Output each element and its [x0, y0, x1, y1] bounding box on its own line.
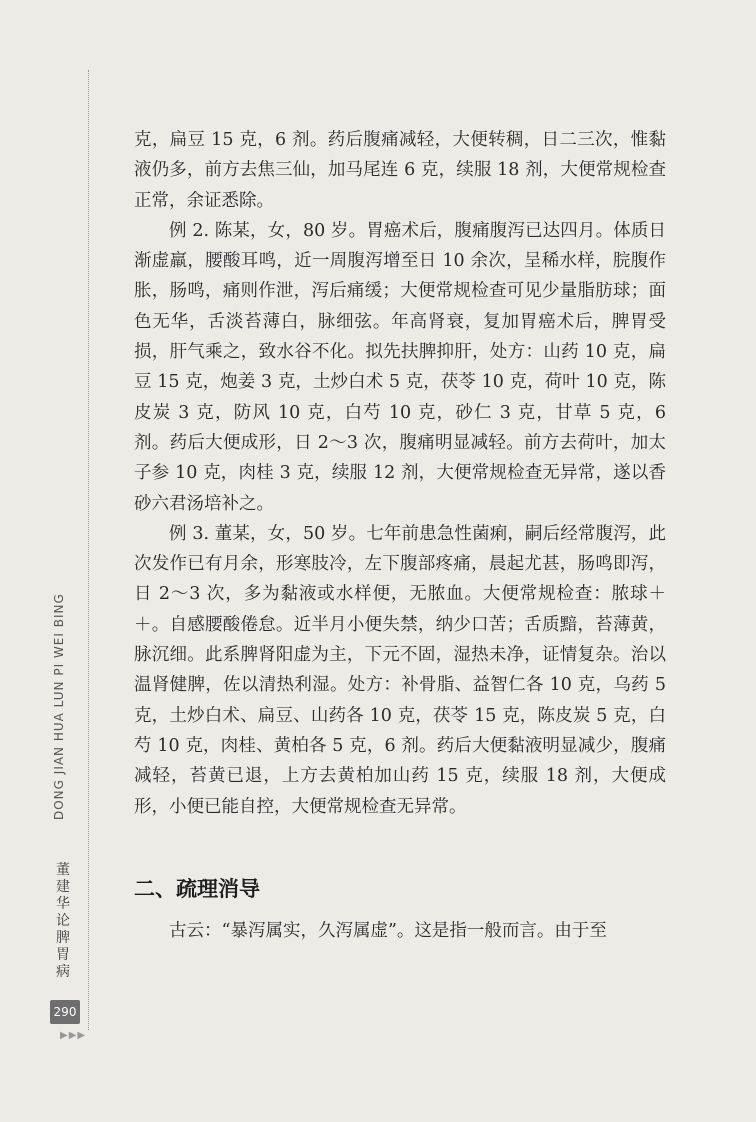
- page-number: 290: [50, 1000, 80, 1024]
- margin-dotted-line: [88, 70, 89, 1030]
- arrow-decoration-icon: ▶▶▶: [60, 1030, 87, 1041]
- paragraph-continuation: 克，扁豆 15 克，6 剂。药后腹痛减轻，大便转稠，日二三次，惟黏液仍多，前方去焦三仙，加马尾连 6 克，续服 18 剂，大便常规检查正常，余证悉除。: [134, 130, 666, 211]
- page-body: [134, 125, 666, 946]
- paragraph-case-2: 例 2. 陈某，女，80 岁。胃癌术后，腹痛腹泻已达四月。体质日渐虚羸，腰酸耳鸣，近一周腹泻增至日 10 余次，呈稀水样，脘腹作胀，肠鸣，痛则作泄，泻后痛缓；大便常规检查可见少量脂肪球；面色无华，舌淡苔薄白，脉细弦。年高肾衰，复加胃癌术后，脾胃受损，肝气乘之，致水谷不化。拟先扶脾抑肝，处方：山药 10 克，扁豆 15 克，炮姜 3 克，土炒白术 5 克，茯苓 10 克，荷叶 10 克，陈皮炭 3 克，防风 10 克，白芍 10 克，砂仁 3 克，甘草 5 克，6 剂。药后大便成形，日 2～3 次，腹痛明显减轻。前方去荷叶，加太子参 10 克，肉桂 3 克，续服 12 剂，大便常规检查无异常，遂以香砂六君汤培补之。: [134, 220, 666, 514]
- section-heading: 二、疏理消导: [134, 876, 260, 901]
- paragraph-section-intro: 古云：“暴泻属实，久泻属虚”。这是指一般而言。由于至: [169, 920, 607, 941]
- running-book-title: 董建华论脾胃病: [56, 862, 70, 980]
- paragraph-case-3: 例 3. 董某，女，50 岁。七年前患急性菌痢，嗣后经常腹泻，此次发作已有月余，形寒肢冷，左下腹部疼痛，晨起尤甚，肠鸣即泻，日 2～3 次，多为黏液或水样便，无脓血。大便常规检查：脓球＋＋。自感腰酸倦怠。近半月小便失禁，纳少口苦；舌质黯，苔薄黄，脉沉细。此系脾肾阳虚为主，下元不固，湿热未净，证情复杂。治以温肾健脾，佐以清热利湿。处方：补骨脂、益智仁各 10 克，乌药 5 克，土炒白术、扁豆、山药各 10 克，茯苓 15 克，陈皮炭 5 克，白芍 10 克，肉桂、黄柏各 5 克，6 剂。药后大便黏液明显减少，腹痛减轻，苔黄已退，上方去黄柏加山药 15 克，续服 18 剂，大便成形，小便已能自控，大便常规检查无异常。: [134, 523, 666, 817]
- running-pinyin-title: DONG JIAN HUA LUN PI WEI BING: [52, 593, 66, 820]
